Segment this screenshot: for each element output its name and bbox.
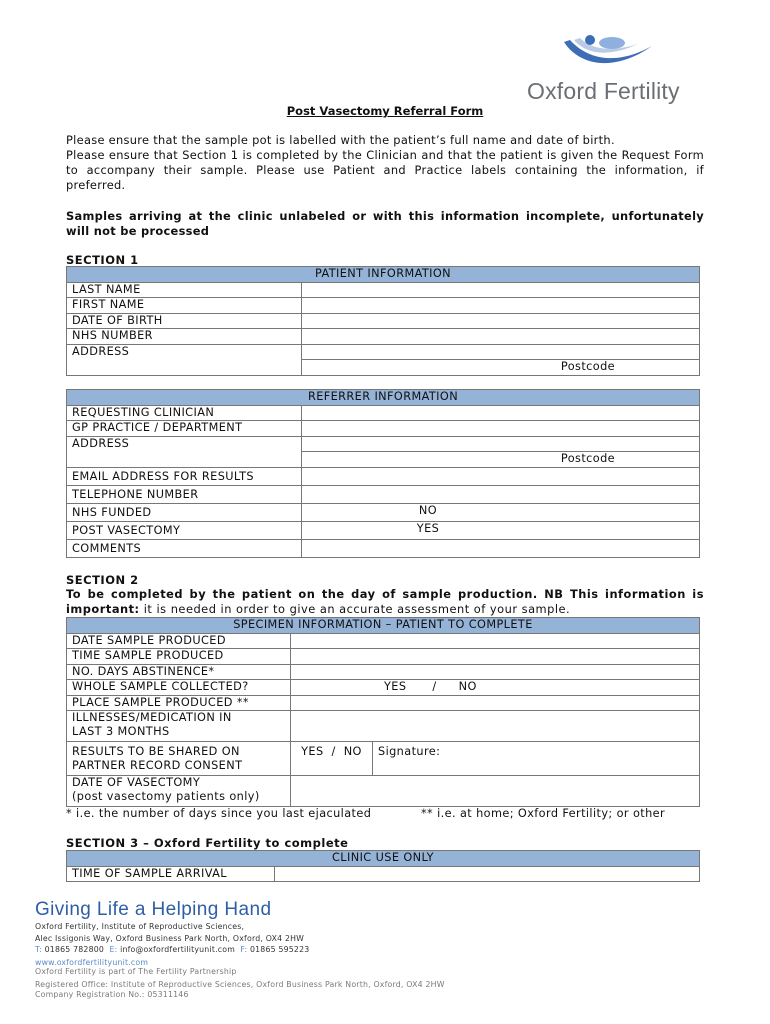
footer-organisation: Oxford Fertility, Institute of Reproductive Sciences, <box>35 922 245 931</box>
email-results-label: EMAIL ADDRESS FOR RESULTS <box>67 467 302 485</box>
section-2-instruction <box>66 587 704 617</box>
referrer-information-table <box>66 389 700 558</box>
results-shared-label <box>67 742 291 776</box>
specimen-information-header: SPECIMEN INFORMATION – PATIENT TO COMPLETE <box>67 618 700 634</box>
footer-contacts <box>35 944 309 955</box>
requesting-clinician-field[interactable] <box>302 405 700 421</box>
section-1-label: SECTION 1 <box>66 253 139 267</box>
fax-number: 01865 595223 <box>249 945 310 954</box>
section-3-label: SECTION 3 – Oxford Fertility to complete <box>66 836 349 850</box>
whole-sample-separator: / <box>432 680 437 693</box>
footer-partnership: Oxford Fertility is part of The Fertility Partnership <box>35 967 237 976</box>
logo-name: Oxford Fertility <box>527 78 680 104</box>
signature-field[interactable]: Signature: <box>373 742 700 776</box>
telephone-label: TELEPHONE NUMBER <box>67 485 302 503</box>
comments-label: COMMENTS <box>67 539 302 557</box>
oxford-fertility-logo-icon <box>560 34 660 80</box>
whole-sample-no[interactable]: NO <box>458 680 477 693</box>
last-name-field[interactable] <box>302 282 700 298</box>
patient-information-header: PATIENT INFORMATION <box>67 267 700 283</box>
nhs-number-field[interactable] <box>302 329 700 345</box>
referrer-address-field[interactable] <box>302 436 700 452</box>
vasectomy-date-field[interactable] <box>291 776 700 807</box>
patient-address-label: ADDRESS <box>67 344 302 375</box>
sample-arrival-label: TIME OF SAMPLE ARRIVAL <box>67 866 275 882</box>
whole-sample-label: WHOLE SAMPLE COLLECTED? <box>67 680 291 696</box>
nhs-funded-label: NHS FUNDED <box>67 503 302 521</box>
abstinence-field[interactable] <box>291 664 700 680</box>
date-of-birth-field[interactable] <box>302 313 700 329</box>
post-vasectomy-label: POST VASECTOMY <box>67 521 302 539</box>
intro-line-1: Please ensure that the sample pot is labelled with the patient’s full name and date of birth. <box>66 133 615 147</box>
footer-website-link[interactable]: www.oxfordfertilityunit.com <box>35 958 149 967</box>
place-produced-label: PLACE SAMPLE PRODUCED ** <box>67 695 291 711</box>
footer-address: Alec Issigonis Way, Oxford Business Park North, Oxford, OX4 2HW <box>35 934 305 943</box>
specimen-information-table <box>66 617 700 807</box>
form-title: Post Vasectomy Referral Form <box>286 104 484 118</box>
results-shared-line-2: PARTNER RECORD CONSENT <box>72 759 243 772</box>
vasectomy-date-line-2: (post vasectomy patients only) <box>72 790 260 803</box>
tel-number: 01865 782800 <box>44 945 105 954</box>
last-name-label: LAST NAME <box>67 282 302 298</box>
intro-line-2: Please ensure that Section 1 is completed by the Clinician and that the patient is given the Request Form to accompany their sample. Please use Patient and Practice labels containing the information, if preferred. <box>66 148 704 192</box>
illness-label <box>67 711 291 742</box>
time-produced-field[interactable] <box>291 649 700 665</box>
illness-label-line-1: ILLNESSES/MEDICATION IN <box>72 711 232 724</box>
referrer-address-label: ADDRESS <box>67 436 302 467</box>
fax-label: F: <box>240 945 248 954</box>
date-produced-field[interactable] <box>291 633 700 649</box>
tel-label: T: <box>35 945 42 954</box>
illness-field[interactable] <box>291 711 700 742</box>
place-note: ** i.e. at home; Oxford Fertility; or other <box>421 807 666 820</box>
whole-sample-yes[interactable]: YES <box>384 680 407 693</box>
footer-registered-office: Registered Office: Institute of Reproductive Sciences, Oxford Business Park North, Oxford, OX4 2HW <box>35 980 445 989</box>
footer-slogan: Giving Life a Helping Hand <box>35 899 272 920</box>
warning-text: Samples arriving at the clinic unlabeled or with this information incomplete, unfortunately will not be processed <box>66 209 704 238</box>
telephone-field[interactable] <box>302 485 700 503</box>
email-results-field[interactable] <box>302 467 700 485</box>
time-produced-label: TIME SAMPLE PRODUCED <box>67 649 291 665</box>
email-label: E: <box>109 945 118 954</box>
results-shared-line-1: RESULTS TO BE SHARED ON <box>72 745 240 758</box>
footer-email[interactable]: info@oxfordfertilityunit.com <box>120 945 236 954</box>
first-name-label: FIRST NAME <box>67 298 302 314</box>
nhs-funded-value[interactable]: NO <box>302 503 700 521</box>
whole-sample-field[interactable] <box>291 680 700 696</box>
referrer-information-header: REFERRER INFORMATION <box>67 390 700 406</box>
clinic-use-header: CLINIC USE ONLY <box>67 851 700 867</box>
vasectomy-date-label <box>67 776 291 807</box>
illness-label-line-2: LAST 3 MONTHS <box>72 725 170 738</box>
footer-company-registration: Company Registration No.: 05311146 <box>35 990 189 999</box>
place-produced-field[interactable] <box>291 695 700 711</box>
gp-practice-field[interactable] <box>302 421 700 437</box>
post-vasectomy-value[interactable]: YES <box>302 521 700 539</box>
clinic-use-table <box>66 850 700 882</box>
section-2-instruction-bold: To be completed by the patient on the day of sample production. NB This information is important: <box>66 587 704 616</box>
patient-address-field[interactable] <box>302 344 700 360</box>
gp-practice-label: GP PRACTICE / DEPARTMENT <box>67 421 302 437</box>
date-produced-label: DATE SAMPLE PRODUCED <box>67 633 291 649</box>
date-of-birth-label: DATE OF BIRTH <box>67 313 302 329</box>
section-2-instruction-rest: it is needed in order to give an accurate assessment of your sample. <box>139 602 571 616</box>
intro-paragraph <box>66 133 704 193</box>
comments-field[interactable] <box>302 539 700 557</box>
abstinence-label: NO. DAYS ABSTINENCE* <box>67 664 291 680</box>
section-2-label: SECTION 2 <box>66 573 139 587</box>
vasectomy-date-line-1: DATE OF VASECTOMY <box>72 776 201 789</box>
referrer-postcode-field[interactable]: Postcode <box>302 452 700 468</box>
first-name-field[interactable] <box>302 298 700 314</box>
abstinence-note: * i.e. the number of days since you last ejaculated <box>66 807 372 820</box>
requesting-clinician-label: REQUESTING CLINICIAN <box>67 405 302 421</box>
results-shared-choice[interactable]: YES / NO <box>291 742 373 776</box>
sample-arrival-field[interactable] <box>275 866 700 882</box>
patient-postcode-field[interactable]: Postcode <box>302 360 700 376</box>
patient-information-table <box>66 266 700 376</box>
nhs-number-label: NHS NUMBER <box>67 329 302 345</box>
